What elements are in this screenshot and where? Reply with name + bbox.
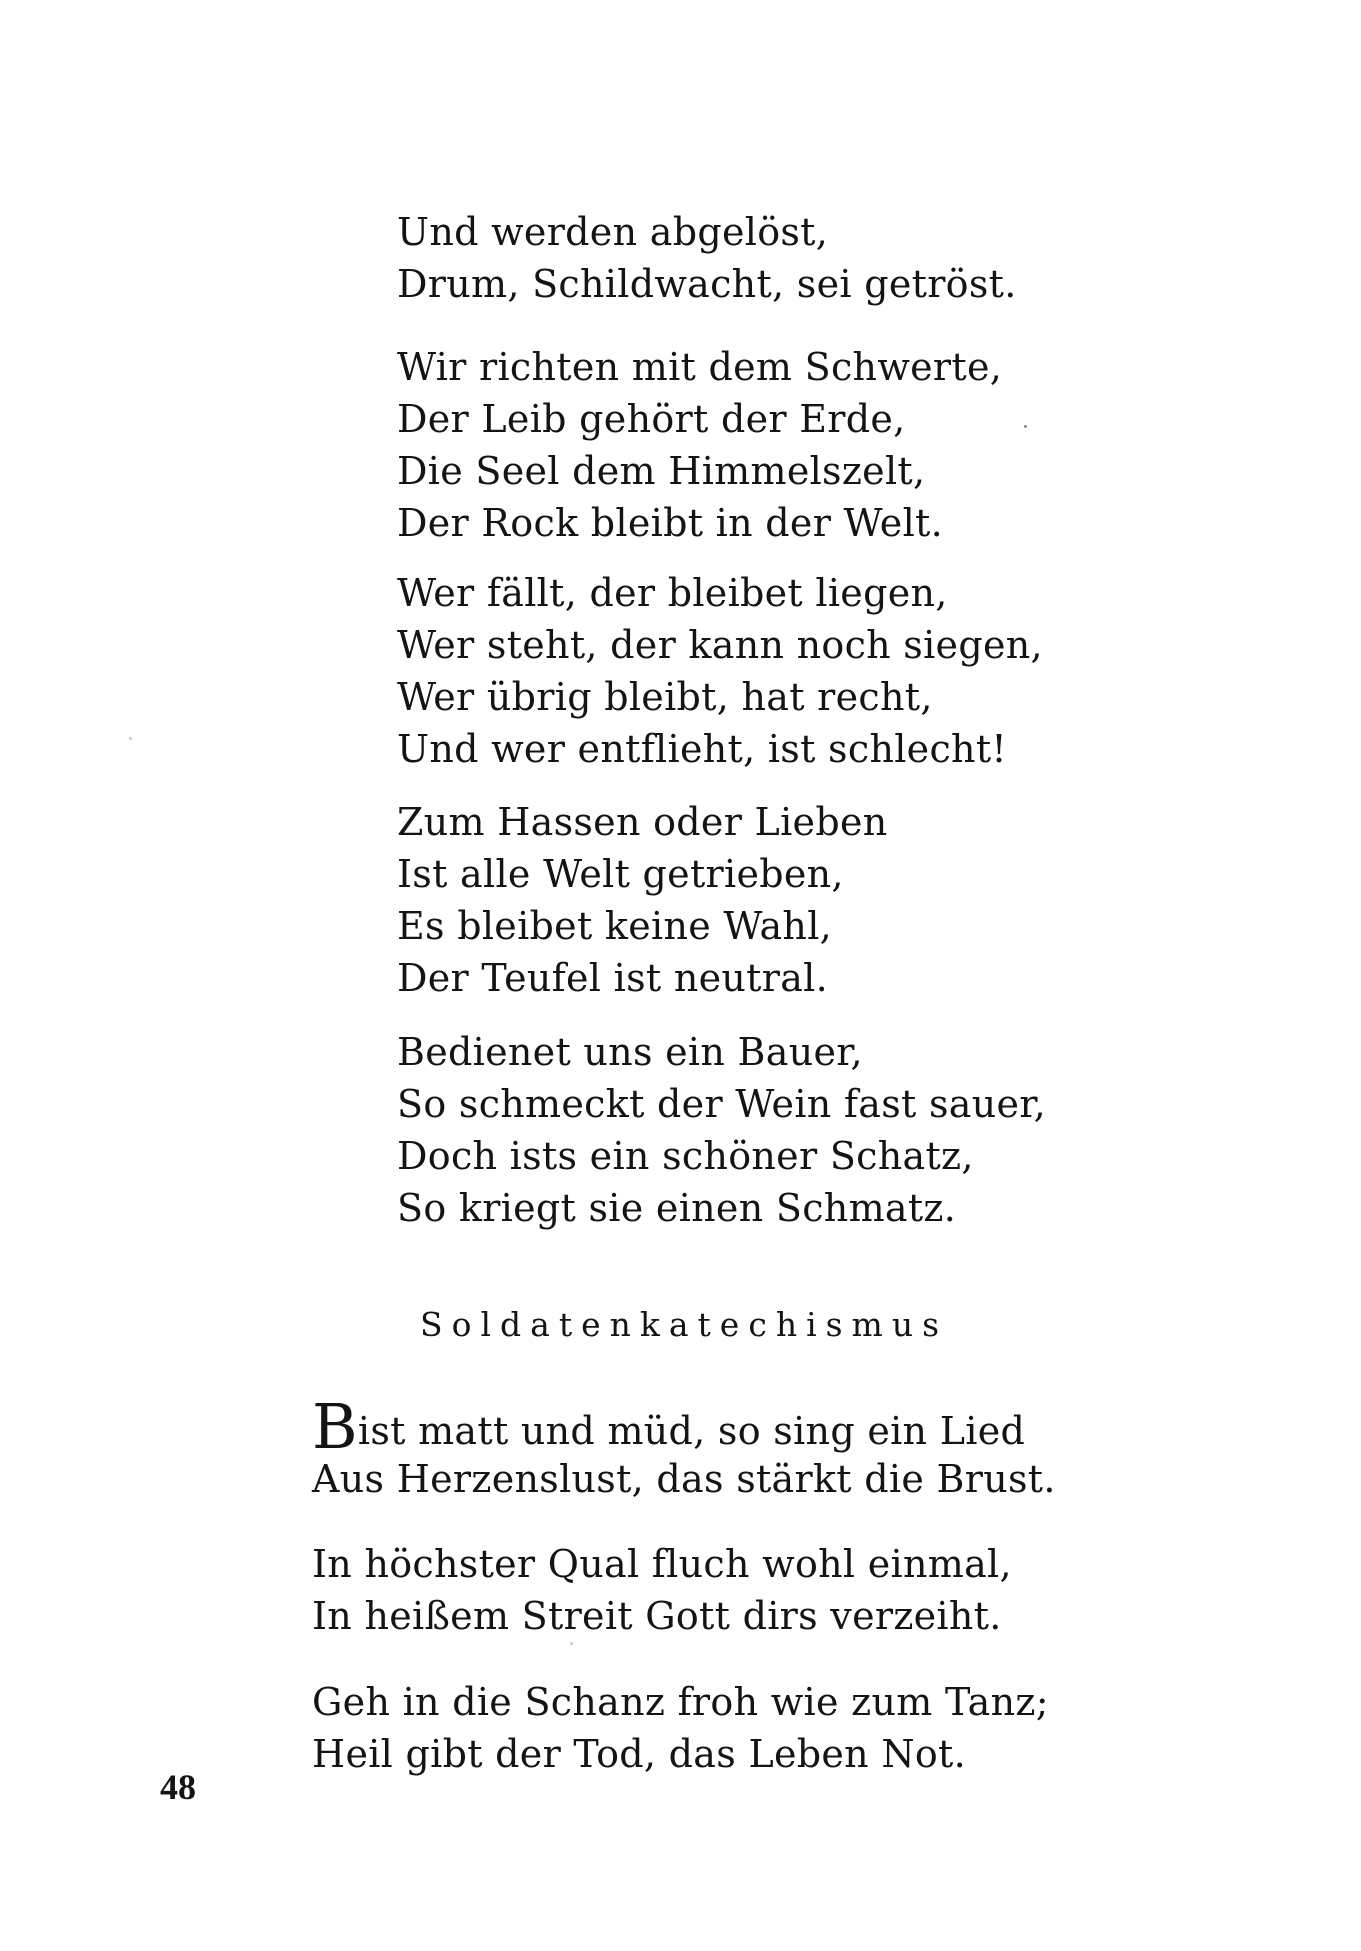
verse-line: So kriegt sie einen Schmatz.	[397, 1186, 957, 1230]
verse-line: Wer übrig bleibt, hat recht,	[397, 675, 933, 719]
verse-line: Wer steht, der kann noch siegen,	[397, 623, 1043, 667]
verse-line: Geh in die Schanz froh wie zum Tanz;	[312, 1680, 1049, 1724]
verse-line: In heißem Streit Gott dirs verzeiht.	[312, 1594, 1002, 1638]
paper-speck	[570, 1642, 573, 1645]
verse-line: In höchster Qual fluch wohl einmal,	[312, 1542, 1012, 1586]
verse-line: Wer fällt, der bleibet liegen,	[397, 571, 948, 615]
verse-line: Doch ists ein schöner Schatz,	[397, 1134, 974, 1178]
verse-line: Drum, Schildwacht, sei getröst.	[397, 262, 1017, 306]
verse-line: Bedienet uns ein Bauer,	[397, 1030, 863, 1074]
verse-line: Der Teufel ist neutral.	[397, 956, 829, 1000]
verse-line: Heil gibt der Tod, das Leben Not.	[312, 1732, 967, 1776]
paper-speck	[1024, 425, 1027, 428]
verse-line: Zum Hassen oder Lieben	[397, 800, 888, 844]
verse-line-first	[312, 1390, 1026, 1463]
verse-line: Der Rock bleibt in der Welt.	[397, 501, 943, 545]
page-number: 48	[160, 1767, 196, 1807]
poem-title: Soldatenkatechismus	[420, 1305, 949, 1344]
verse-line: Ist alle Welt getrieben,	[397, 852, 844, 896]
verse-line-text: ist matt und müd, so sing ein Lied	[357, 1409, 1026, 1453]
verse-line: Und wer entflieht, ist schlecht!	[397, 727, 1007, 771]
verse-line: Die Seel dem Himmelszelt,	[397, 449, 926, 493]
verse-line: Es bleibet keine Wahl,	[397, 904, 833, 948]
verse-line: Der Leib gehört der Erde,	[397, 397, 906, 441]
drop-initial: B	[312, 1390, 358, 1463]
verse-line: Wir richten mit dem Schwerte,	[397, 345, 1003, 389]
verse-line: Aus Herzenslust, das stärkt die Brust.	[312, 1457, 1056, 1501]
verse-line: Und werden abgelöst,	[397, 210, 829, 254]
paper-speck	[129, 737, 132, 740]
verse-line: So schmeckt der Wein fast sauer,	[397, 1082, 1046, 1126]
